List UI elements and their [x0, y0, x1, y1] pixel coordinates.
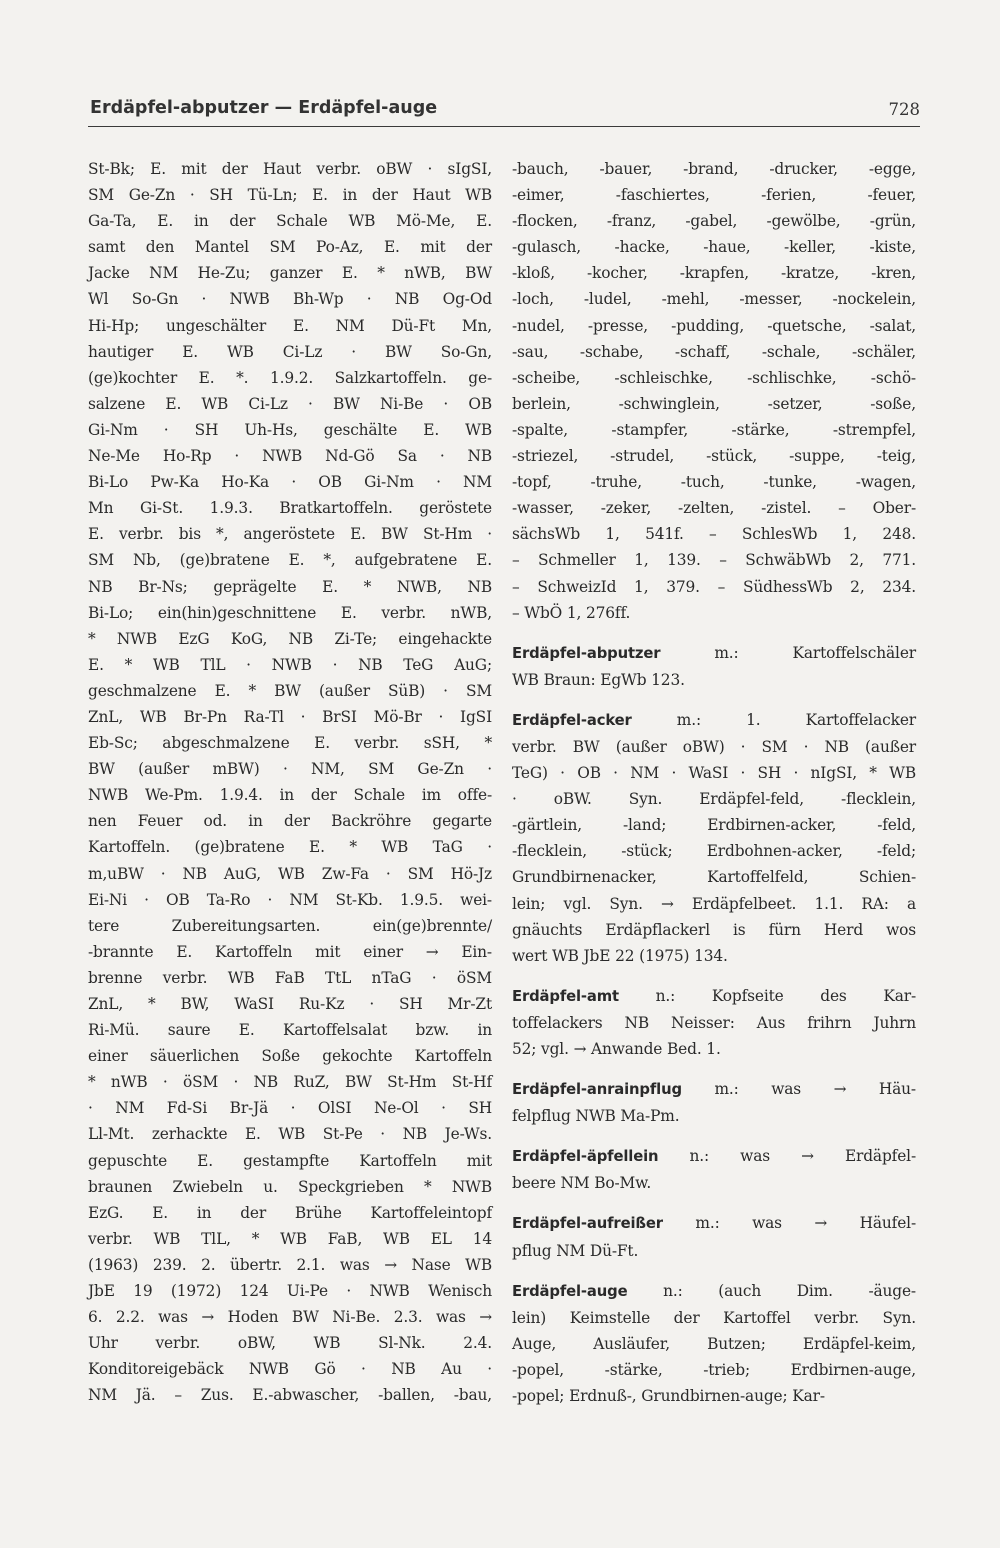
entry-text-line: pflug NM Dü-Ft.	[512, 1241, 639, 1260]
text-line: E. * WB TlL · NWB · NB TeG AuG;	[88, 655, 492, 674]
entry-text-line: Grundbirnenacker, Kartoffelfeld, Schien-	[512, 868, 916, 887]
text-line: brenne verbr. WB FaB TtL nTaG · öSM	[88, 968, 492, 987]
text-line: SM Ge-Zn · SH Tü-Ln; E. in der Haut WB	[88, 186, 492, 205]
entry-first-line	[512, 1278, 916, 1305]
entry-text-line: TeG) · OB · NM · WaSI · SH · nIgSI, * WB	[512, 764, 916, 783]
dictionary-entry	[512, 1210, 916, 1263]
text-line: m,uBW · NB AuG, WB Zw-Fa · SM Hö-Jz	[88, 864, 492, 883]
text-line: sächsWb 1, 541f. – SchlesWb 1, 248.	[512, 525, 916, 544]
text-line: ZnL, WB Br-Pn Ra-Tl · BrSI Mö-Br · IgSI	[88, 707, 492, 726]
text-line: EzG. E. in der Brühe Kartoffeleintopf	[88, 1203, 492, 1222]
right-column	[512, 156, 916, 1409]
entry-first-line	[512, 1210, 916, 1237]
text-line: – SchweizId 1, 379. – SüdhessWb 2, 234.	[512, 577, 916, 596]
entry-definition-start: m.: 1. Kartoffelacker	[631, 710, 916, 729]
entry-text-line: · oBW. Syn. Erdäpfel-feld, -flecklein,	[512, 790, 916, 809]
text-line: -loch, -ludel, -mehl, -messer, -nockelein,	[512, 290, 916, 309]
text-line: NWB We-Pm. 1.9.4. in der Schale im offe-	[88, 786, 492, 805]
entry-headword: Erdäpfel-äpfellein	[512, 1148, 659, 1166]
text-line: gepuschte E. gestampfte Kartoffeln mit	[88, 1151, 492, 1170]
text-line: Hi-Hp; ungeschälter E. NM Dü-Ft Mn,	[88, 316, 492, 335]
text-line: geschmalzene E. * BW (außer SüB) · SM	[88, 681, 492, 700]
text-line: Eb-Sc; abgeschmalzene E. verbr. sSH, *	[88, 734, 492, 753]
dictionary-entry	[512, 1278, 916, 1409]
text-line: – WbÖ 1, 276ff.	[512, 603, 631, 622]
entry-text-line: -flecklein, -stück; Erdbohnen-acker, -feld;	[512, 842, 916, 861]
entry-text-line: felpflug NWB Ma-Pm.	[512, 1107, 680, 1126]
text-line: -kloß, -kocher, -krapfen, -kratze, -kren,	[512, 264, 916, 283]
text-line: -sau, -schabe, -schaff, -schale, -schäler,	[512, 342, 916, 361]
text-line: Mn Gi-St. 1.9.3. Bratkartoffeln. geröstete	[88, 499, 492, 518]
entry-first-line	[512, 983, 916, 1010]
text-line: -striezel, -strudel, -stück, -suppe, -teig,	[512, 447, 916, 466]
entry-headword: Erdäpfel-abputzer	[512, 644, 661, 662]
entry-first-line	[512, 1143, 916, 1170]
text-line: -spalte, -stampfer, -stärke, -strempfel,	[512, 420, 916, 439]
running-head	[88, 96, 920, 127]
running-title: Erdäpfel-abputzer — Erdäpfel-auge	[90, 98, 438, 118]
dictionary-entry	[512, 983, 916, 1062]
entry-text-line: -gärtlein, -land; Erdbirnen-acker, -feld,	[512, 816, 916, 835]
text-line: -topf, -truhe, -tuch, -tunke, -wagen,	[512, 473, 916, 492]
text-line: -wasser, -zeker, -zelten, -zistel. – Ober-	[512, 499, 916, 518]
left-column	[88, 156, 492, 1409]
text-line: -scheibe, -schleischke, -schlischke, -schö-	[512, 368, 916, 387]
entry-text-line: toffelackers NB Neisser: Aus frihrn Juhrn	[512, 1013, 916, 1032]
entry-text-line: -popel; Erdnuß-, Grundbirnen-auge; Kar-	[512, 1387, 825, 1406]
text-line: Ne-Me Ho-Rp · NWB Nd-Gö Sa · NB	[88, 447, 492, 466]
entry-definition-start: m.: was → Häufel-	[662, 1214, 916, 1233]
text-line: -flocken, -franz, -gabel, -gewölbe, -grün,	[512, 212, 916, 231]
text-line: – Schmeller 1, 139. – SchwäbWb 2, 771.	[512, 551, 916, 570]
entry-definition-start: m.: Kartoffelschäler	[660, 643, 916, 662]
dictionary-entry	[512, 1143, 916, 1196]
page-number: 728	[888, 100, 920, 119]
entry-definition-start: n.: was → Erdäpfel-	[658, 1147, 916, 1166]
text-line: samt den Mantel SM Po-Az, E. mit der	[88, 238, 492, 257]
text-line: * nWB · öSM · NB RuZ, BW St-Hm St-Hf	[88, 1073, 492, 1092]
text-line: · NM Fd-Si Br-Jä · OlSI Ne-Ol · SH	[88, 1099, 492, 1118]
entry-headword: Erdäpfel-anrainpflug	[512, 1081, 682, 1099]
entry-text-line: lein) Keimstelle der Kartoffel verbr. Syn.	[512, 1308, 916, 1327]
text-line: braunen Zwiebeln u. Speckgrieben * NWB	[88, 1177, 492, 1196]
entry-first-line	[512, 707, 916, 734]
entry-headword: Erdäpfel-acker	[512, 711, 632, 729]
entry-text-line: verbr. BW (außer oBW) · SM · NB (außer	[512, 737, 916, 756]
text-line: einer säuerlichen Soße gekochte Kartoffeln	[88, 1047, 492, 1066]
entry-text-line: beere NM Bo-Mw.	[512, 1174, 652, 1193]
text-line: tere Zubereitungsarten. ein(ge)brennte/	[88, 916, 492, 935]
text-line: St-Bk; E. mit der Haut verbr. oBW · sIgSI,	[88, 160, 492, 178]
entry-definition-start: m.: was → Häu-	[681, 1080, 916, 1099]
text-line: JbE 19 (1972) 124 Ui-Pe · NWB Wenisch	[88, 1282, 492, 1301]
text-line: hautiger E. WB Ci-Lz · BW So-Gn,	[88, 342, 492, 361]
text-line: Ei-Ni · OB Ta-Ro · NM St-Kb. 1.9.5. wei-	[88, 890, 492, 909]
entry-first-line	[512, 1076, 916, 1103]
entry-text-line: lein; vgl. Syn. → Erdäpfelbeet. 1.1. RA: a	[512, 894, 916, 913]
text-line: -bauch, -bauer, -brand, -drucker, -egge,	[512, 160, 916, 178]
text-line: Wl So-Gn · NWB Bh-Wp · NB Og-Od	[88, 290, 492, 309]
text-line: E. verbr. bis *, angeröstete E. BW St-Hm ·	[88, 525, 492, 544]
text-line: nen Feuer od. in der Backröhre gegarte	[88, 812, 492, 831]
dictionary-entry	[512, 640, 916, 693]
text-line: -gulasch, -hacke, -haue, -keller, -kiste,	[512, 238, 916, 257]
text-line: Konditoreigebäck NWB Gö · NB Au ·	[88, 1360, 492, 1379]
text-line: Ri-Mü. saure E. Kartoffelsalat bzw. in	[88, 1021, 492, 1040]
entry-first-line	[512, 640, 916, 667]
entry-headword: Erdäpfel-amt	[512, 987, 619, 1005]
dictionary-entry	[512, 1076, 916, 1129]
text-line: * NWB EzG KoG, NB Zi-Te; eingehackte	[88, 629, 492, 648]
text-line: NM Jä. – Zus. E.-abwascher, -ballen, -bau,	[88, 1386, 492, 1405]
entry-text-line: WB Braun: EgWb 123.	[512, 670, 685, 689]
text-line: SM Nb, (ge)bratene E. *, aufgebratene E.	[88, 551, 492, 570]
entry-definition-start: n.: Kopfseite des Kar-	[618, 986, 916, 1005]
entry-text-line: gnäuchts Erdäpflackerl is fürn Herd wos	[512, 920, 916, 939]
entry-text-line: -popel, -stärke, -trieb; Erdbirnen-auge,	[512, 1360, 916, 1379]
text-line: NB Br-Ns; geprägelte E. * NWB, NB	[88, 577, 492, 596]
text-line: BW (außer mBW) · NM, SM Ge-Zn ·	[88, 760, 492, 779]
text-line: 6. 2.2. was → Hoden BW Ni-Be. 2.3. was →	[88, 1308, 492, 1327]
text-line: -brannte E. Kartoffeln mit einer → Ein-	[88, 942, 492, 961]
entry-headword: Erdäpfel-aufreißer	[512, 1215, 663, 1233]
text-line: verbr. WB TlL, * WB FaB, WB EL 14	[88, 1229, 492, 1248]
entry-text-line: 52; vgl. → Anwande Bed. 1.	[512, 1040, 721, 1058]
text-line: berlein, -schwinglein, -setzer, -soße,	[512, 394, 916, 413]
entry-definition-start: n.: (auch Dim. -äuge-	[627, 1281, 916, 1300]
text-line: -eimer, -faschiertes, -ferien, -feuer,	[512, 186, 916, 205]
entry-text-line: Auge, Ausläufer, Butzen; Erdäpfel-keim,	[512, 1334, 916, 1353]
text-line: Bi-Lo; ein(hin)geschnittene E. verbr. nWB,	[88, 603, 492, 622]
text-line: Uhr verbr. oBW, WB Sl-Nk. 2.4.	[88, 1334, 492, 1353]
text-line: salzene E. WB Ci-Lz · BW Ni-Be · OB	[88, 394, 492, 413]
dictionary-entry	[512, 707, 916, 969]
text-line: ZnL, * BW, WaSI Ru-Kz · SH Mr-Zt	[88, 995, 492, 1013]
text-line: Ga-Ta, E. in der Schale WB Mö-Me, E.	[88, 212, 492, 231]
text-line: (ge)kochter E. *. 1.9.2. Salzkartoffeln. ge-	[88, 368, 492, 387]
text-line: Jacke NM He-Zu; ganzer E. * nWB, BW	[88, 264, 492, 283]
entry-headword: Erdäpfel-auge	[512, 1282, 628, 1300]
text-line: -nudel, -presse, -pudding, -quetsche, -salat,	[512, 316, 916, 335]
text-line: Ll-Mt. zerhackte E. WB St-Pe · NB Je-Ws.	[88, 1125, 492, 1144]
text-line: Kartoffeln. (ge)bratene E. * WB TaG ·	[88, 838, 492, 857]
text-line: Bi-Lo Pw-Ka Ho-Ka · OB Gi-Nm · NM	[88, 473, 492, 492]
text-line: Gi-Nm · SH Uh-Hs, geschälte E. WB	[88, 420, 492, 439]
text-line: (1963) 239. 2. übertr. 2.1. was → Nase WB	[88, 1255, 492, 1274]
entry-text-line: wert WB JbE 22 (1975) 134.	[512, 946, 728, 965]
